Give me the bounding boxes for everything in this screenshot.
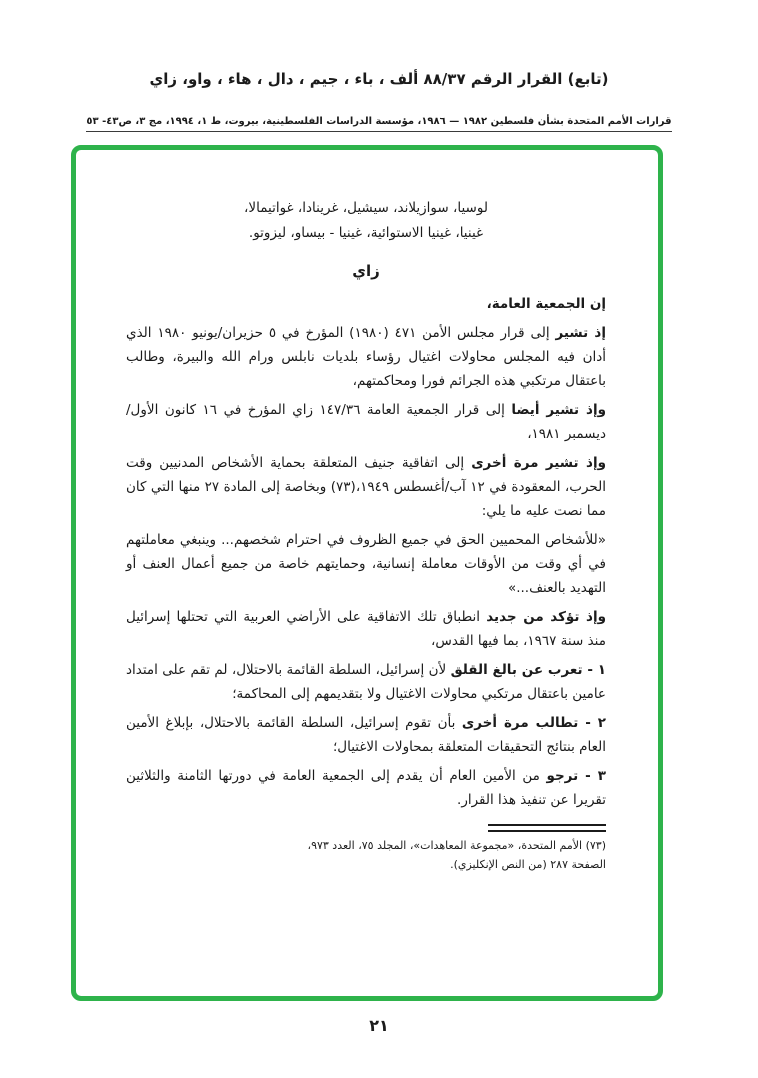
footnote-text bbox=[126, 836, 606, 874]
paragraph-text: بأن تقوم إسرائيل، السلطة القائمة بالاحتلال، بإبلاغ الأمين العام بنتائج التحقيقات المتعلقة بمحاولات الاغتيال؛ bbox=[126, 715, 606, 755]
paragraph-recalling-geneva-convention bbox=[126, 451, 606, 523]
page-number: ٢١ bbox=[369, 1016, 389, 1035]
content-frame bbox=[71, 145, 663, 1001]
country-list bbox=[126, 196, 606, 246]
paragraph-text: «للأشخاص المحميين الحق في جميع الظروف في احترام شخصهم... وينبغي معاملتهم في أي وقت من الأوقات معاملة إنسانية، وحمايتهم خاصة من جميع أعمال العنف أو التهديد بالعنف...» bbox=[126, 532, 606, 596]
paragraph-quotation bbox=[126, 528, 606, 600]
document-title: (تابع) القرار الرقم ٨٨/٣٧ ألف ، باء ، جيم ، دال ، هاء ، واو، زاي bbox=[149, 70, 609, 88]
country-list-line: لوسيا، سوازيلاند، سيشيل، غرينادا، غواتيمالا، bbox=[244, 200, 488, 216]
paragraph-text: إلى قرار مجلس الأمن ٤٧١ (١٩٨٠) المؤرخ في ٥ حزيران/يونيو ١٩٨٠ الذي أدان فيه المجلس محاولات اغتيال رؤساء بلديات نابلس ورام الله والبيرة، وطالب باعتقال مرتكبي هذه الجرائم فورا ومحاكمتهم، bbox=[126, 325, 606, 389]
operative-paragraph-2 bbox=[126, 711, 606, 759]
footnote-line: الصفحة ٢٨٧ (من النص الإنكليزي). bbox=[450, 858, 606, 871]
operative-paragraph-1 bbox=[126, 658, 606, 706]
paragraph-preamble bbox=[126, 292, 606, 316]
paragraph-text: من الأمين العام أن يقدم إلى الجمعية العامة في دورتها الثامنة والثلاثين تقريرا عن تنفيذ هذا القرار. bbox=[126, 768, 606, 808]
paragraph-text: لأن إسرائيل، السلطة القائمة بالاحتلال، لم تقم على امتداد عامين باعتقال مرتكبي محاولات الاغتيال ولا بتقديمهم إلى المحاكمة؛ bbox=[126, 662, 606, 702]
paragraph-lead: وإذ تؤكد من جديد bbox=[486, 609, 606, 625]
paragraph-recalling-ga-resolution bbox=[126, 398, 606, 446]
footnote bbox=[126, 824, 606, 874]
paragraph-lead: إذ تشير bbox=[555, 325, 606, 341]
paragraph-reaffirming bbox=[126, 605, 606, 653]
operative-paragraph-3 bbox=[126, 764, 606, 812]
footnote-separator-line bbox=[488, 824, 606, 826]
paragraph-text: انطباق تلك الاتفاقية على الأراضي العربية التي تحتلها إسرائيل منذ سنة ١٩٦٧، بما فيها القدس، bbox=[126, 609, 606, 649]
document-header bbox=[0, 0, 758, 132]
paragraph-lead: ٢ - تطالب مرة أخرى bbox=[461, 715, 606, 731]
paragraph-lead: وإذ تشير أيضا bbox=[511, 402, 606, 418]
footnote-line: (٧٣) الأمم المتحدة، «مجموعة المعاهدات»، المجلد ٧٥، العدد ٩٧٣، bbox=[307, 839, 606, 852]
paragraph-lead: وإذ تشير مرة أخرى bbox=[471, 455, 606, 471]
section-heading: زاي bbox=[352, 262, 380, 280]
paragraph-lead: ٣ - ترجو bbox=[546, 768, 606, 784]
paragraph-text: إلى اتفاقية جنيف المتعلقة بحماية الأشخاص المدنيين وقت الحرب، المعقودة في ١٢ آب/أغسطس ١٩٤٩،(٧٣) وبخاصة إلى المادة ٢٧ منها التي كان مما نصت عليه ما يلي: bbox=[126, 455, 606, 519]
paragraph-text: إلى قرار الجمعية العامة ١٤٧/٣٦ زاي المؤرخ في ١٦ كانون الأول/ديسمبر ١٩٨١، bbox=[126, 402, 606, 442]
document-source-citation: قرارات الأمم المتحدة بشأن فلسطين ١٩٨٢ — ١٩٨٦، مؤسسة الدراسات الفلسطينية، بيروت، ط ١، ١٩٩٤، مج ٣، ص٤٣- ٥٣ bbox=[86, 116, 671, 132]
paragraph-lead: إن الجمعية العامة، bbox=[486, 296, 606, 312]
country-list-line: غينيا، غينيا الاستوائية، غينيا - بيساو، ليزوتو. bbox=[248, 225, 484, 241]
paragraph-recalling-sc471 bbox=[126, 321, 606, 393]
footnote-separator-line bbox=[488, 830, 606, 832]
document-body bbox=[76, 150, 658, 874]
paragraph-lead: ١ - تعرب عن بالغ القلق bbox=[450, 662, 606, 678]
